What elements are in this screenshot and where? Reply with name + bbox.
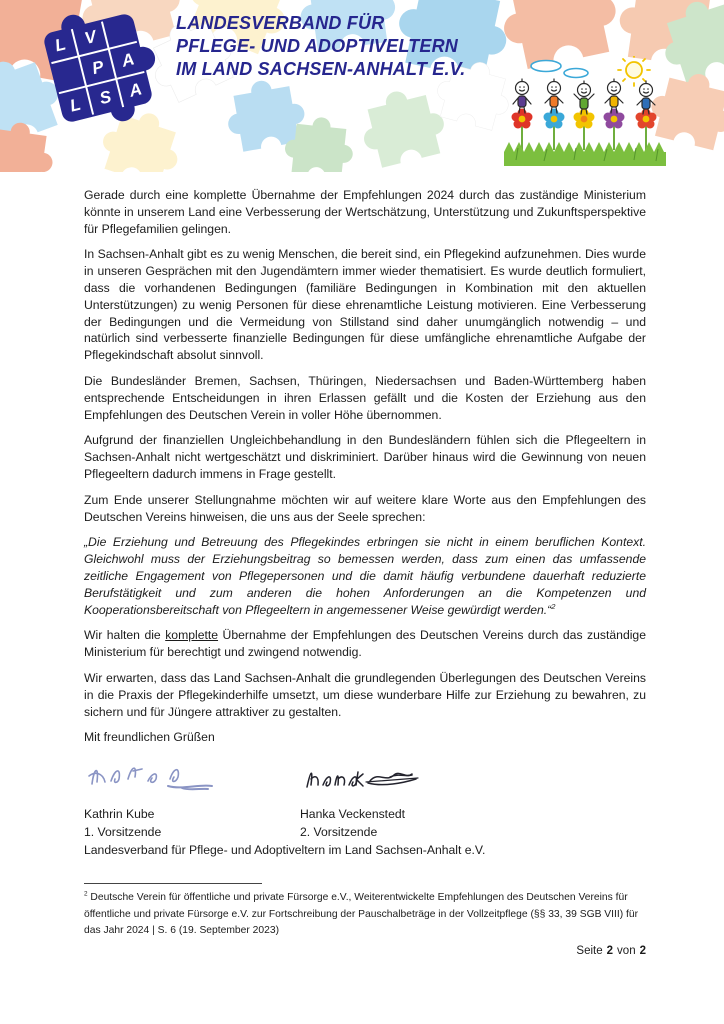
logo-letter: A [127,79,144,101]
closing-salutation: Mit freundlichen Grüßen [84,730,215,745]
paragraph-too-few-foster-parents: In Sachsen-Anhalt gibt es zu wenig Menschen, die bereit sind, ein Pflegekind aufzunehmen. Dies wurde in unseren Gesprächen mit den Jugendämtern immer wieder thematisiert. Es wurde deutlich formuliert, dass die vorhandenen Bedingungen (familiäre Bedingungen in Kombination mit den aktuellen Unterstützungen) zu wenig Personen für diese ehrenamtliche Leistung motivieren. Eine Verbesserung der Bedingungen und die Vermeidung von Stillstand sind daher unumgänglich notwendig – und natürlich sind verbesserte finanzielle Bedingungen für diese umfängliche ehrenamtliche Aufgabe der Pflegekindschaft absolut sinnvoll. [84,247,646,363]
demand-text-after: Übernahme der Empfehlungen des Deutschen Vereins durch das zuständige Ministerium für berechtigt und zwingend notwendig. [84,628,646,660]
signature-kathrin-kube [84,756,224,796]
logo-letter: L [67,94,83,116]
signatures-row [84,755,646,801]
demand-text-underlined: komplette [165,628,219,643]
signature-hanka-veckenstedt [300,760,430,796]
page-number-separator: von [617,944,636,957]
logo-letter: S [97,87,114,109]
cloud-icon [531,61,588,78]
paragraph-ministry-adoption: Gerade durch eine komplette Übernahme der Empfehlungen 2024 durch das zuständige Ministerium könnte in unserem Land eine Verbesserung der Wertschätzung, Unterstützung und Zukunftsperspektive für Pflegefamilien gelingen. [84,188,646,236]
signer-role: 1. Vorsitzende [84,825,162,840]
association-title-line: IM LAND SACHSEN-ANHALT E.V. [176,59,466,79]
children-on-flowers-illustration [504,56,666,166]
sun-icon [618,56,650,86]
page-number-prefix: Seite [576,944,603,957]
logo-letter: A [119,49,137,71]
logo-letter: V [82,26,99,49]
association-title-line: LANDESVERBAND FÜR [176,13,385,33]
footnote-reference: 2 [551,601,556,611]
block-quote [84,534,646,618]
paragraph-closing-statement-intro: Zum Ende unserer Stellungnahme möchten wir auf weitere klare Worte aus den Empfehlungen des Deutschen Vereins hinweisen, die uns aus der Seele sprechen: [84,492,646,524]
demand-text-before: Wir halten die [84,628,166,643]
association-title [176,12,465,81]
paragraph-demand [84,627,646,661]
paragraph-other-states: Die Bundesländer Bremen, Sachsen, Thüringen, Niedersachsen und Baden-Württemberg haben entsprechende Entscheidungen in ihren Erlassen gefällt und die Kosten der Erziehung aus den Empfehlungen des Deutschen Verein in voller Höhe übernommen. [84,373,646,422]
paragraph-expectation: Wir erwarten, dass das Land Sachsen-Anhalt die grundlegenden Überlegungen des Deutschen Vereins in die Praxis der Pflegekinderhilfe umsetzt, um diese wunderbare Hilfe zur Erziehung zu bewahren, zu sichern und für Jüngere attraktiver zu gestalten. [84,670,646,719]
quote-text: „Die Erziehung und Betreuung des Pflegekindes erbringen sie nicht in einem beruflichen Kontext. Gleichwohl muss der Erziehungsbeitrag so bemessen werden, dass zum einen das umfassende zeitliche Engagement von Pflegepersonen und die damit häufig verbundene dauerhaft reduzierte Berufstätigkeit und zum anderen die hohen Anforderungen an die Kompetenzen und Kooperationsbereitschaft von Pflegeeltern in angemessener Weise gewürdigt werden.“ [84,535,646,617]
paragraph-unequal-treatment: Aufgrund der finanziellen Ungleichbehandlung in den Bundesländern fühlen sich die Pflegeeltern in Sachsen-Anhalt nicht wertgeschätzt und diskriminiert. Darüber hinaus wird die Gewinnung von neuen Pflegeeltern dadurch immens in Frage gestellt. [84,433,646,481]
footnote-text: Deutsche Verein für öffentliche und private Fürsorge e.V., Weiterentwickelte Empfehlungen des Deutschen Vereins für öffentliche und private Fürsorge e.V. zur Fortschreibung der Pauschalbeträge in der Vollzeitpflege (§§ 33, 39 SGB VIII) für das Jahr 2024 | S. 6 (19. September 2023) [84,892,639,937]
page-number-current: 2 [606,944,614,957]
page-number [84,943,646,960]
signer-name: Kathrin Kube [84,807,155,822]
flowers [512,109,657,129]
page-number-total: 2 [639,944,646,957]
signer-names [84,805,646,823]
signer-roles [84,823,646,841]
letter-body [84,172,646,959]
footnote [84,890,646,940]
footnote-marker: 2 [84,890,88,898]
footnote-divider [84,883,262,884]
letterhead [0,0,724,172]
association-title-line: PFLEGE- UND ADOPTIVELTERN [176,36,459,56]
organization-name: Landesverband für Pflege- und Adoptiveltern im Land Sachsen-Anhalt e.V. [84,843,486,858]
signer-role: 2. Vorsitzende [300,825,378,840]
logo-letter: P [90,56,106,79]
signer-name: Hanka Veckenstedt [300,807,406,822]
logo-letter: L [52,34,68,56]
